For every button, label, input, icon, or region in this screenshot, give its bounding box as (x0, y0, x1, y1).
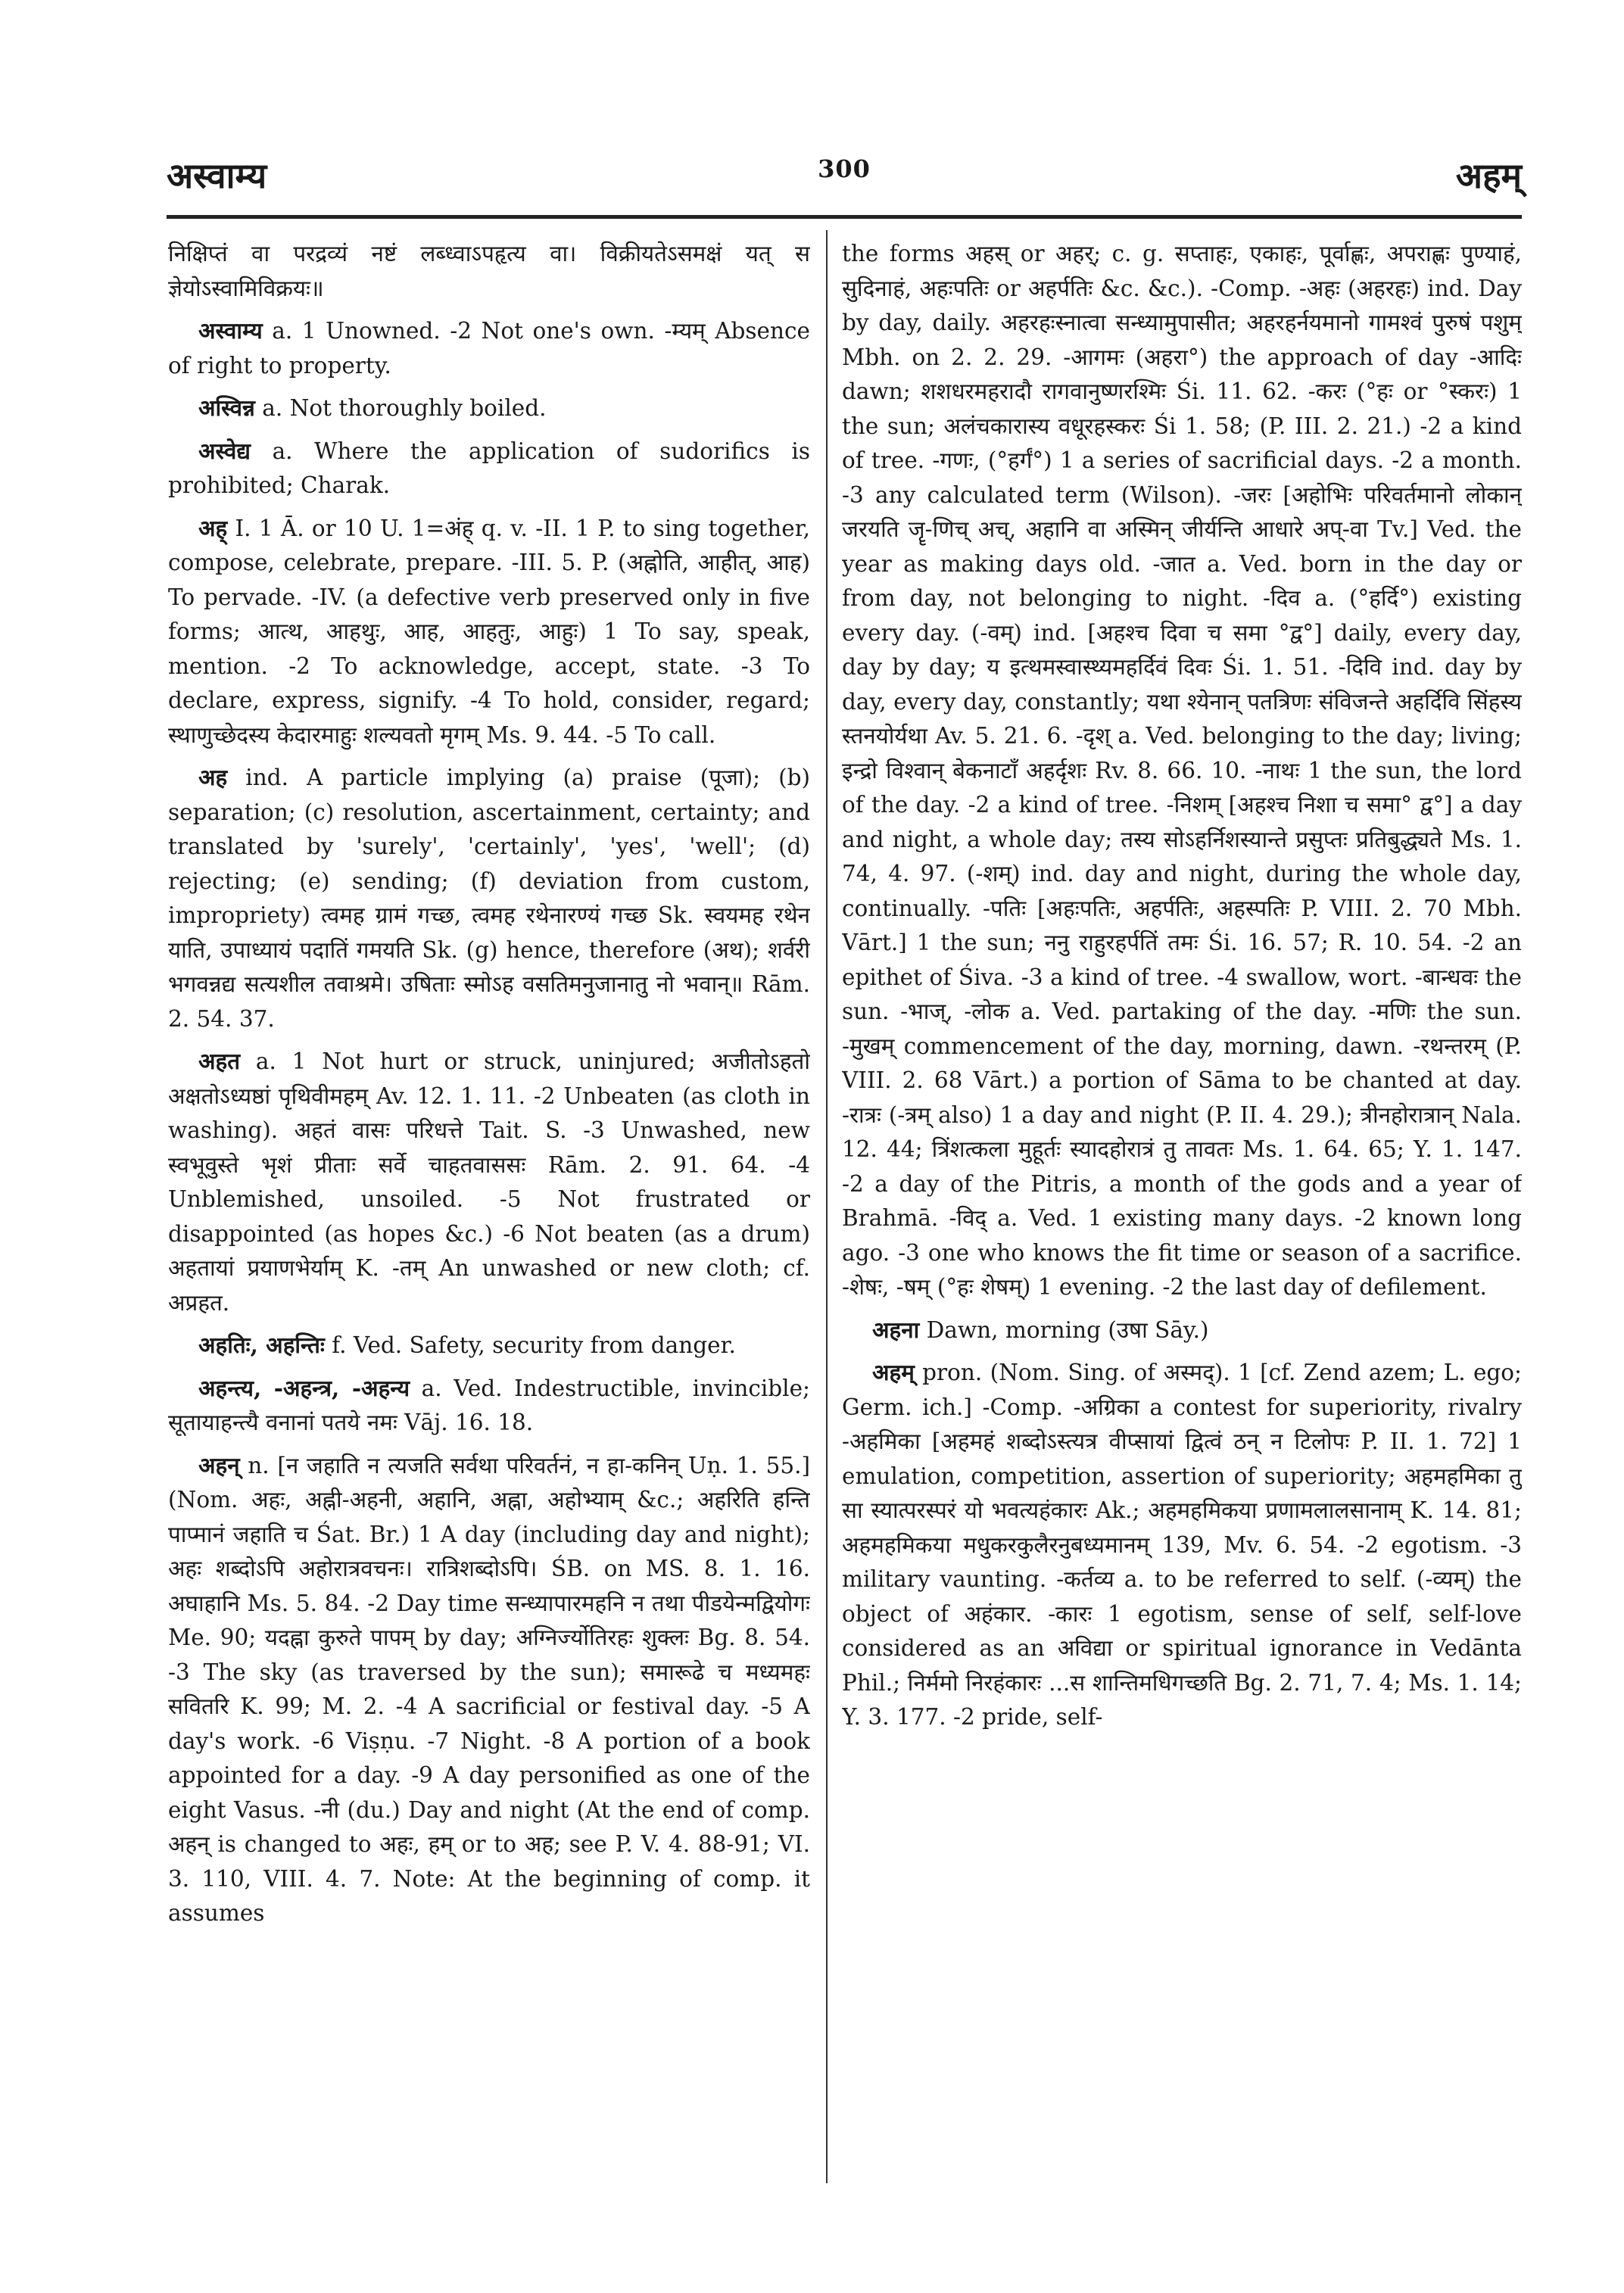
entry-text: n. [न जहाति न त्यजति सर्वथा परिवर्तनं, न हा-कनिन् Uṇ. 1. 55.] (Nom. अहः, अह्नी-अहनी, अहानि, अह्ना, अहोभ्याम् &c.; अहरिति हन्ति पाप्मानं जहाति च Śat. Br.) 1 A day (including day and night); अहः शब्दोऽपि अहोरात्रवचनः। रात्रिशब्दोऽपि। ŚB. on MS. 8. 1. 16. अघाहानि Ms. 5. 84. -2 Day time सन्ध्यापारमहनि न तथा पीडयेन्मद्वियोगः Me. 90; यदह्ना कुरुते पापम् by day; अग्निर्ज्योतिरहः शुक्लः Bg. 8. 54. -3 The sky (as traversed by the sun); समारूढे च मध्यमहः सवितरि K. 99; M. 2. -4 A sacrificial or festival day. -5 A day's work. -6 Viṣṇu. -7 Night. -8 A portion of a book appointed for a day. -9 A day personified as one of the eight Vasus. -नी (du.) Day and night (At the end of comp. अहन् is changed to अहः, हम् or to अह; see P. V. 4. 88-91; VI. 3. 110, VIII. 4. 7. Note: At the beginning of comp. it assumes (168, 1452, 810, 1926)
page-number: 300 (818, 154, 871, 183)
entry-headword: अहन् (198, 1451, 240, 1478)
dictionary-entry (168, 391, 810, 426)
left-column (168, 236, 810, 2174)
dictionary-entry (168, 760, 810, 1036)
right-running-headword: अहम् (1455, 155, 1522, 196)
entry-headword: अहना (872, 1316, 920, 1343)
entry-headword: अहन्त्य, -अहन्त्र, -अहन्य (198, 1374, 410, 1401)
dictionary-entry (168, 1448, 810, 1931)
dictionary-entry (842, 236, 1522, 1305)
dictionary-entry (168, 1044, 810, 1320)
dictionary-entry (168, 511, 810, 753)
header-rule (167, 215, 1522, 219)
entry-headword: अस्वाम्य (198, 317, 263, 344)
right-column (842, 236, 1522, 2174)
page-header (167, 151, 1522, 212)
entry-text: a. 1 Unowned. -2 Not one's own. -म्यम् Absence of right to property. (168, 318, 810, 379)
entry-text: the forms अहस् or अहर्; c. g. सप्ताहः, एकाहः, पूर्वाह्णः, अपराह्णः पुण्याहं, सुदिनाहं, अहःपतिः or अहर्पतिः &c. &c.). -Comp. -अहः (अहरहः) ind. Day by day, daily. अहरहःस्नात्वा सन्ध्यामुपासीत; अहरहर्नयमानो गामश्वं पुरुषं पशुम् Mbh. on 2. 2. 29. -आगमः (अहरा°) the approach of day -आदिः dawn; शशधरमहरादौ रागवानुष्णरश्मिः Śi. 11. 62. -करः (°हः or °स्करः) 1 the sun; अलंचकारास्य वधूरहस्करः Śi 1. 58; (P. III. 2. 21.) -2 a kind of tree. -गणः, (°हर्गं°) 1 a series of sacrificial days. -2 a month. -3 any calculated term (Wilson). -जरः [अहोभिः परिवर्तमानो लोकान् जरयति जॄ-णिच् अच्, अहानि वा अस्मिन् जीर्यन्ति आधारे अप्-वा Tv.] Ved. the year as making days old. -जात a. Ved. born in the day or from day, not belonging to night. -दिव a. (°हर्दि°) existing every day. (-वम्) ind. [अहश्च दिवा च समा °द्व°] daily, every day, day by day; य इत्थमस्वास्थ्यमहर्दिवं दिवः Śi. 1. 51. -दिवि ind. day by day, every day, constantly; यथा श्येनान् पतत्रिणः संविजन्ते अहर्दिवि सिंहस्य स्तनयोर्यथा Av. 5. 21. 6. -दृश् a. Ved. belonging to the day; living; इन्द्रो विश्वान् बेकनाटाँ अहर्दृशः Rv. 8. 66. 10. -नाथः 1 the sun, the lord of the day. -2 a kind of tree. -निशम् [अहश्च निशा च समा° द्व°] a day and night, a whole day; तस्य सोऽहर्निशस्यान्ते प्रसुप्तः प्रतिबुद्ध्यते Ms. 1. 74, 4. 97. (-शम्) ind. day and night, during the whole day, continually. -पतिः [अहःपतिः, अहर्पतिः, अहस्पतिः P. VIII. 2. 70 Mbh. Vārt.] 1 the sun; ननु राहुरहर्पतिं तमः Śi. 16. 57; R. 10. 54. -2 an epithet of Śiva. -3 a kind of tree. -4 swallow, wort. -बान्धवः the sun. -भाज्, -लोक a. Ved. partaking of the day. -मणिः the sun. -मुखम् commencement of the day, morning, dawn. -रथन्तरम् (P. VIII. 2. 68 Vārt.) a portion of Sāma to be chanted at day. -रात्रः (-त्रम् also) 1 a day and night (P. II. 4. 29.); त्रीनहोरात्रान् Nala. 12. 44; त्रिंशत्कला मुहूर्तः स्यादहोरात्रं तु तावतः Ms. 1. 64. 65; Y. 1. 147. -2 a day of the Pitris, a month of the gods and a year of Brahmā. -विद् a. Ved. 1 existing many days. -2 known long ago. -3 one who knows the fit time or season of a sacrifice. -शेषः, -षम् (°हः शेषम्) 1 evening. -2 the last day of defilement. (842, 241, 1522, 1300)
entry-text: pron. (Nom. Sing. of अस्मद्). 1 [cf. Zend azem; L. ego; Germ. ich.] -Comp. -अग्रिका a contest for superiority, rivalry -अहमिका [अहमहं शब्दोऽस्त्यत्र वीप्सायां द्वित्वं ठन् न टिलोपः P. II. 1. 72] 1 emulation, competition, assertion of superiority; अहमहमिका तु सा स्यात्परस्परं यो भवत्यहंकारः Ak.; अहमहमिकया प्रणामलालसानाम् K. 14. 81; अहमहमिकया मधुकरकुलैरनुबध्यमानम् 139, Mv. 6. 54. -2 egotism. -3 military vaunting. -कर्तव्य a. to be referred to self. (-व्यम्) the object of अहंकार. -कारः 1 egotism, sense of self, self-love considered as an अविद्या or spiritual ignorance in Vedānta Phil.; निर्ममो निरहंकारः ...स शान्तिमधिगच्छति Bg. 2. 71, 7. 4; Ms. 1. 14; Y. 3. 177. -2 pride, self- (842, 1360, 1522, 1730)
entry-headword: अहम् (872, 1359, 915, 1385)
dictionary-entry (168, 1328, 810, 1363)
left-running-headword: अस्वाम्य (167, 155, 267, 196)
dictionary-entry (168, 434, 810, 503)
entry-headword: अस्विन्न (198, 394, 255, 421)
dictionary-entry (168, 1371, 810, 1441)
entry-text: I. 1 Ā. or 10 U. 1=अंह् q. v. -II. 1 P. to sing together, compose, celebrate, prepare. -III. 5. P. (अह्नोति, आहीत्, आह) To pervade. -IV. (a defective verb preserved only in five forms; आत्थ, आहथुः, आह, आहतुः, आहुः) 1 To say, speak, mention. -2 To acknowledge, accept, state. -3 To declare, express, signify. -4 To hold, consider, regard; स्थाणुच्छेदस्य केदारमाहुः शल्यवतो मृगम् Ms. 9. 44. -5 To call. (168, 515, 810, 748)
entry-headword: अहतिः, अहन्तिः (198, 1332, 325, 1358)
entry-headword: अह (198, 764, 228, 790)
entry-headword: अह् (198, 514, 228, 541)
entry-text: f. Ved. Safety, security from danger. (324, 1332, 736, 1358)
dictionary-entry (842, 1355, 1522, 1735)
entry-text: Dawn, morning (उषा Sāy.) (919, 1316, 1209, 1343)
entry-text: ind. A particle implying (a) praise (पूजा); (b) separation; (c) resolution, ascertainment, certainty; and translated by 'surely', 'certainly', 'yes', 'well'; (d) rejecting; (e) sending; (f) deviation from custom, impropriety) त्वमह ग्रामं गच्छ, त्वमह रथेनारण्यं गच्छ Sk. स्वयमह रथेन याति, उपाध्यायं पदातिं गमयति Sk. (g) hence, therefore (अथ); शर्वरी भगवन्नद्य सत्यशील तवाश्रमे। उषिताः स्मोऽह वसतिमनुजानातु नो भवान्॥ Rām. 2. 54. 37. (168, 765, 810, 1032)
entry-text: a. Where the application of sudorifics is prohibited; Charak. (168, 438, 810, 498)
entry-text: a. Not thoroughly boiled. (254, 395, 547, 421)
entry-text: a. Ved. Indestructible, invincible; सूतायाहन्त्यै वनानां पतये नमः Vāj. 16. 18. (168, 1375, 810, 1435)
entry-headword: अस्वेद्य (198, 437, 251, 464)
entry-text: निक्षिप्तं वा परद्रव्यं नष्टं लब्ध्वाऽपहृत्य वा। विक्रीयतेऽसमक्षं यत् स ज्ञेयोऽस्वामिविक्रयः॥ (168, 241, 810, 301)
column-divider (826, 230, 828, 2183)
dictionary-entry (842, 1313, 1522, 1348)
dictionary-entry (168, 313, 810, 383)
dictionary-entry (168, 236, 810, 306)
entry-headword: अहत (198, 1048, 241, 1074)
entry-text: a. 1 Not hurt or struck, uninjured; अजीतोऽहतो अक्षतोऽध्यष्ठां पृथिवीमहम् Av. 12. 1. 11. -2 Unbeaten (as cloth in washing). अहतं वासः परिधत्ते Tait. S. -3 Unwashed, new स्वभूवुस्ते भृशं प्रीताः सर्वे चाहतवाससः Rām. 2. 91. 64. -4 Unblemished, unsoiled. -5 Not frustrated or disappointed (as hopes &c.) -6 Not beaten (as a drum) अहतायां प्रयाणभेर्याम् K. -तम् An unwashed or new cloth; cf. अप्रहत. (168, 1048, 810, 1316)
